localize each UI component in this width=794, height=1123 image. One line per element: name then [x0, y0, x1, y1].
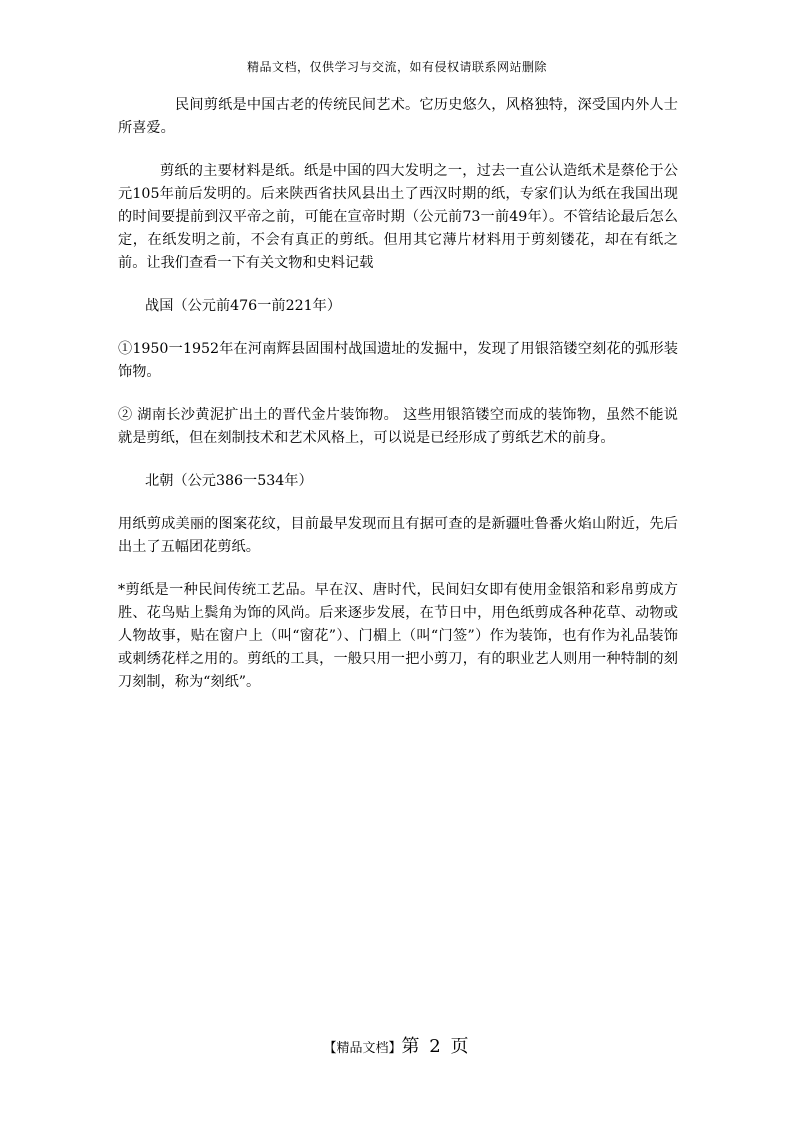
heading-northern-dynasties: 北朝（公元386一534年）	[145, 473, 313, 489]
page-header: 精品文档，仅供学习与交流，如有侵权请联系网站删除	[246, 60, 547, 74]
paragraph-materials: 剪纸的主要材料是纸。纸是中国的四大发明之一，过去一直公认造纸术是蔡伦于公元105年前后发明的。后来陕西省扶风县出土了西汉时期的纸，专家们认为纸在我国出现的时间要提前到汉平帝之前，可能在宣帝时期（公元前73一前49年）。不管结论最后怎么定，在纸发明之前，不会有真正的剪纸。但用其它薄片材料用于剪刻镂花，却在有纸之前。让我们查看一下有关文物和史料记载	[118, 163, 678, 271]
page-number: 第 2 页	[401, 1036, 471, 1057]
paragraph-intro: 民间剪纸是中国古老的传统民间艺术。它历史悠久，风格独特，深受国内外人士所喜爱。	[118, 97, 678, 136]
page-footer	[0, 1032, 794, 1058]
paragraph-turpan: 用纸剪成美丽的图案花纹，目前最早发现而且有据可查的是新疆吐鲁番火焰山附近，先后出土了五幅团花剪纸。	[118, 516, 678, 555]
paragraph-item-1: ①1950一1952年在河南辉县固围村战国遗址的发掘中，发现了用银箔镂空刻花的弧形装饰物。	[118, 341, 678, 380]
paragraph-item-2: ② 湖南长沙黄泥扩出土的晋代金片装饰物。 这些用银箔镂空而成的装饰物，虽然不能说就是剪纸，但在刻制技术和艺术风格上，可以说是已经形成了剪纸艺术的前身。	[118, 407, 678, 446]
heading-warring-states: 战国（公元前476一前221年）	[145, 298, 342, 314]
footer-label: 【精品文档】	[323, 1041, 402, 1056]
document-body	[118, 94, 678, 714]
paragraph-folk-craft: *剪纸是一种民间传统工艺品。早在汉、唐时代，民间妇女即有使用金银箔和彩帛剪成方胜、花鸟贴上鬓角为饰的风尚。后来逐步发展，在节日中，用色纸剪成各种花草、动物或人物故事，贴在窗户上（叫“窗花”）、门楣上（叫“门签”）作为装饰，也有作为礼品装饰或刺绣花样之用的。剪纸的工具，一般只用一把小剪刀，有的职业艺人则用一种特制的刻刀刻制，称为“刻纸”。	[118, 582, 678, 690]
